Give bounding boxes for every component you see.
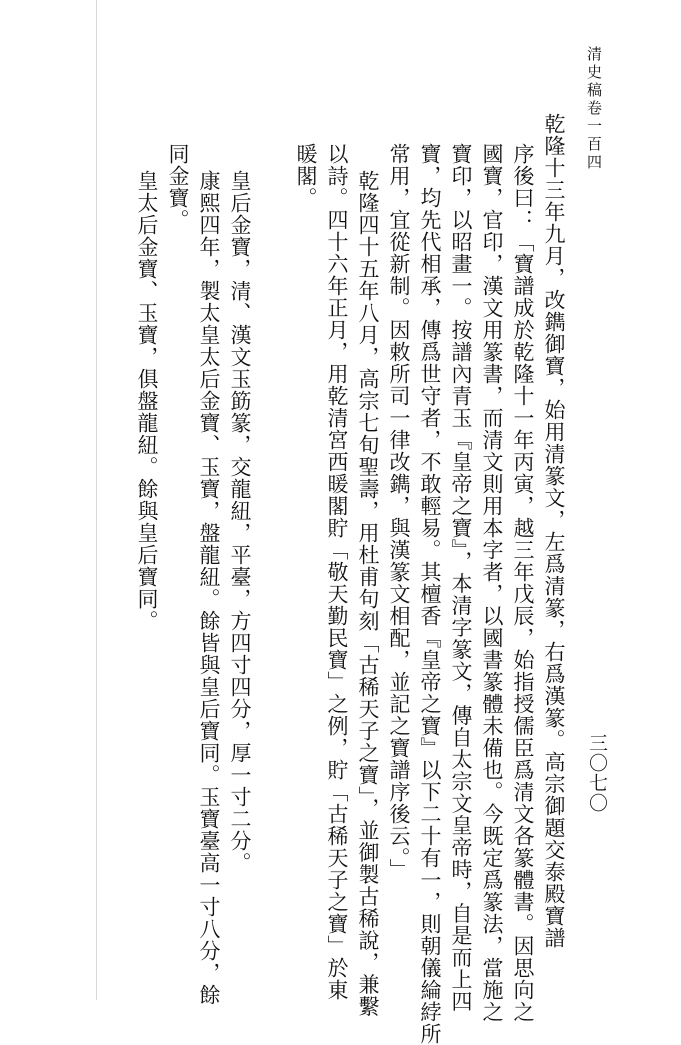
text-column-12: 同金寶。 [166, 143, 190, 231]
text-column-5: 寶，均先代相承，傳爲世守者，不敢輕易。其檀香『皇帝之寶』以下二十有一，則朝儀綸綍所 [418, 143, 442, 1045]
text-column-2: 序後曰：「寶譜成於乾隆十一年丙寅，越三年戊辰，始指授儒臣爲清文各篆體書。因思向之 [511, 143, 535, 1023]
text-column-7: 乾隆四十五年八月，高宗七旬聖壽，用杜甫句刻「古稀天子之寶」，並御製古稀說，兼繫 [356, 170, 380, 1018]
page-fold-line [96, 0, 97, 1000]
page-number: 三〇七〇 [586, 733, 608, 813]
text-column-9: 暖閣。 [294, 143, 318, 209]
text-column-6: 常用，宜從新制。因敕所司一律改鐫，與漢篆文相配，並記之寶譜序後云。」 [387, 143, 411, 881]
text-column-13: 皇太后金寶、玉寶，俱盤龍紐。餘與皇后寶同。 [135, 170, 159, 632]
text-column-8: 以詩。四十六年正月，用乾清宮西暖閣貯「敬天勤民寶」之例，貯「古稀天子之寶」於東 [325, 143, 349, 1001]
text-column-4: 寶印，以昭畫一。按譜內青玉『皇帝之寶』，本清字篆文，傳自太宗文皇帝時，自是而上四 [449, 143, 473, 1013]
running-header-title: 清史稿卷一百四 [585, 46, 603, 172]
text-column-3: 國寶，官印，漢文用篆書，而清文則用本字者，以國書篆體未備也。今既定爲篆法，當施之 [480, 143, 504, 1023]
text-column-11: 康熙四年，製太皇太后金寶、玉寶，盤龍紐。餘皆與皇后寶同。玉寶臺高一寸八分，餘 [197, 170, 221, 1006]
text-column-1: 乾隆十三年九月，改鐫御寶，始用清篆文，左爲清篆，右爲漢篆。高宗御題交泰殿寶譜 [542, 113, 566, 949]
text-column-10: 皇后金寶，清、漢文玉筯篆，交龍紐，平臺，方四寸四分，厚一寸二分。 [228, 170, 252, 874]
